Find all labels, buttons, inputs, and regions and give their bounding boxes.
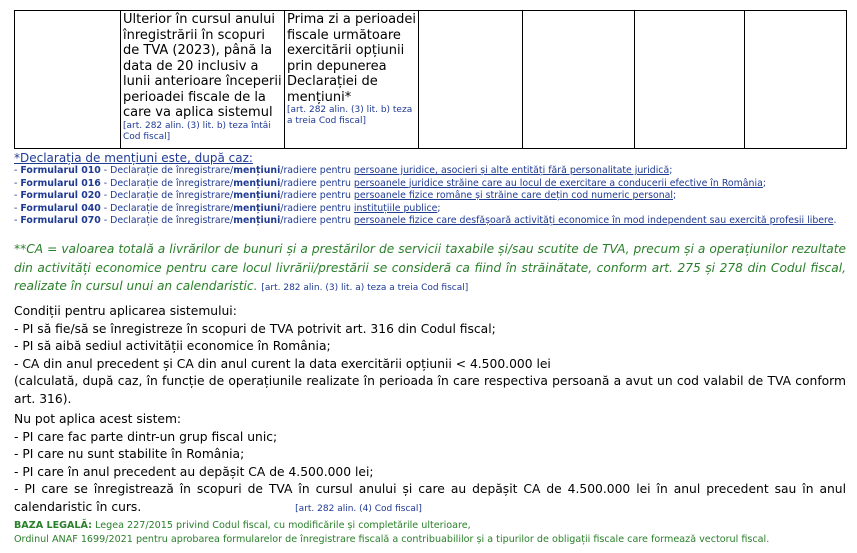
declaration-item xyxy=(14,215,844,228)
declaration-item xyxy=(14,178,844,191)
form-code: Formularul 040 xyxy=(20,202,101,214)
form-description-bold: mențiuni xyxy=(233,202,281,214)
declaration-item xyxy=(14,203,844,216)
item-suffix: ; xyxy=(672,190,677,201)
form-code: Formularul 070 xyxy=(20,215,101,226)
condition-line: - PI să aibă sediul activității economice în România; xyxy=(14,339,331,353)
form-description: - Declarație de înregistrare/ xyxy=(100,165,234,176)
item-prefix: - xyxy=(14,190,21,201)
form-code: Formularul 010 xyxy=(20,165,101,176)
form-description: - Declarație de înregistrare/ xyxy=(100,202,234,214)
item-suffix: ; xyxy=(669,165,673,176)
form-description: /radiere pentru xyxy=(280,190,354,201)
form-description: /radiere pentru xyxy=(280,177,354,189)
legal-basis-line: Legea 227/2015 privind Codul fiscal, cu modificările și completările ulterioare, xyxy=(91,520,471,531)
exclusion-line: - PI care nu sunt stabilite în România; xyxy=(14,447,245,461)
form-description-bold: mențiuni xyxy=(233,165,281,176)
form-target-link[interactable]: instituțiile publice xyxy=(353,202,438,214)
form-code: Formularul 020 xyxy=(20,190,101,201)
form-target-link[interactable]: persoanele fizice române și străine care dețin cod numeric personal xyxy=(353,190,673,201)
declaration-item xyxy=(14,165,844,178)
legal-basis-line: Ordinul ANAF 1699/2021 pentru aprobarea formularelor de înregistrare fiscală a contribuabililor și a tipurilor de obligații fiscale care formează vectorul fiscal. xyxy=(14,534,770,545)
form-target-link[interactable]: persoanele fizice care desfășoară activități economice în mod independent sau exercită profesii libere xyxy=(353,215,834,226)
condition-note: (calculată, după caz, în funcție de operațiunile realizate în perioada în care respectiva persoană a avut un cod valabil de TVA conform art. 316). xyxy=(14,374,846,406)
exclusions-title: Nu pot aplica acest sistem: xyxy=(14,412,182,426)
form-description-bold: mențiuni xyxy=(233,215,281,226)
form-description-bold: mențiuni xyxy=(233,190,281,201)
form-description: /radiere pentru xyxy=(280,215,354,226)
table-cell-empty xyxy=(523,11,635,149)
form-target-link[interactable]: persoanele juridice străine care au locul de exercitare a conducerii efective în România xyxy=(353,177,763,189)
legal-reference: [art. 282 alin. (3) lit. b) teza întâi Cod fiscal] xyxy=(123,120,271,142)
exclusion-line: - PI care în anul precedent au depășit CA de 4.500.000 lei; xyxy=(14,464,374,479)
legal-reference: [art. 282 alin. (4) Cod fiscal] xyxy=(295,503,422,514)
form-description: /radiere pentru xyxy=(280,165,354,176)
item-prefix: - xyxy=(14,165,21,176)
ca-definition xyxy=(14,240,846,298)
declaration-item xyxy=(14,190,844,203)
exclusions-section xyxy=(14,411,846,518)
declaration-list xyxy=(14,165,844,228)
cell-text: Prima zi a perioadei fiscale următoare exercitării opțiunii prin depunerea Declarației de mențiuni* xyxy=(287,12,416,105)
table-cell-first-day xyxy=(285,11,419,149)
form-description: - Declarație de înregistrare/ xyxy=(100,215,234,226)
legal-reference: [art. 282 alin. (3) lit. b) teza a treia Cod fiscal] xyxy=(287,105,413,126)
form-description: - Declarație de înregistrare/ xyxy=(100,190,234,201)
condition-line: - PI să fie/să se înregistreze în scopuri de TVA potrivit art. 316 din Codul fiscal; xyxy=(14,321,496,336)
cell-text: Ulterior în cursul anului înregistrării în scopuri de TVA (2023), până la data de 20 inclusiv a lunii anterioare începerii perioadei fiscale de la care va aplica sistemul xyxy=(123,12,282,120)
item-prefix: - xyxy=(14,177,21,189)
form-description-bold: mențiuni xyxy=(233,177,281,189)
declaration-title: *Declarația de mențiuni este, după caz: xyxy=(14,151,253,165)
item-prefix: - xyxy=(14,215,21,226)
item-prefix: - xyxy=(14,202,21,214)
ca-definition-text: **CA = valoarea totală a livrărilor de bunuri și a prestărilor de servicii taxabile și/sau scutite de TVA, precum și a operațiunilor rezultate din activități economice pentru care locul livrării/prestării se consideră ca fiind în străinătate, conform art. 275 și 278 din Codul fiscal, realizate în cursul unui an calendaristic. xyxy=(14,242,846,293)
table-cell-empty xyxy=(419,11,523,149)
registration-table xyxy=(14,10,847,149)
table-cell-later-registration xyxy=(121,11,285,149)
table-cell-empty xyxy=(15,11,121,149)
table-cell-empty xyxy=(635,11,745,149)
condition-line: - CA din anul precedent și CA din anul curent la data exercitării opțiunii < 4.500.000 lei xyxy=(14,356,551,371)
item-suffix: ; xyxy=(762,177,767,189)
table-cell-empty xyxy=(745,11,847,149)
form-code: Formularul 016 xyxy=(20,177,101,189)
exclusion-line: - PI care fac parte dintr-un grup fiscal unic; xyxy=(14,429,278,444)
conditions-title: Condiții pentru aplicarea sistemului: xyxy=(14,304,237,318)
legal-basis-label: BAZA LEGALĂ: xyxy=(14,520,92,531)
form-description: - Declarație de înregistrare/ xyxy=(100,177,234,189)
conditions-section xyxy=(14,303,846,408)
form-target-link[interactable]: persoane juridice, asocieri și alte entități fără personalitate juridică xyxy=(353,165,670,176)
item-suffix: ; xyxy=(437,202,441,214)
table-row xyxy=(15,11,847,149)
exclusion-line xyxy=(14,481,846,518)
item-suffix: . xyxy=(833,215,837,226)
legal-reference: [art. 282 alin. (3) lit. a) teza a treia Cod fiscal] xyxy=(261,283,469,293)
declaration-section xyxy=(14,151,844,228)
exclusion-last-text: - PI care se înregistrează în scopuri de TVA în cursul anului și care au depășit CA de 4.500.000 lei în anul precedent sau în anul calendaristic în curs. xyxy=(14,482,846,514)
legal-basis xyxy=(14,519,846,547)
form-description: /radiere pentru xyxy=(280,202,354,214)
